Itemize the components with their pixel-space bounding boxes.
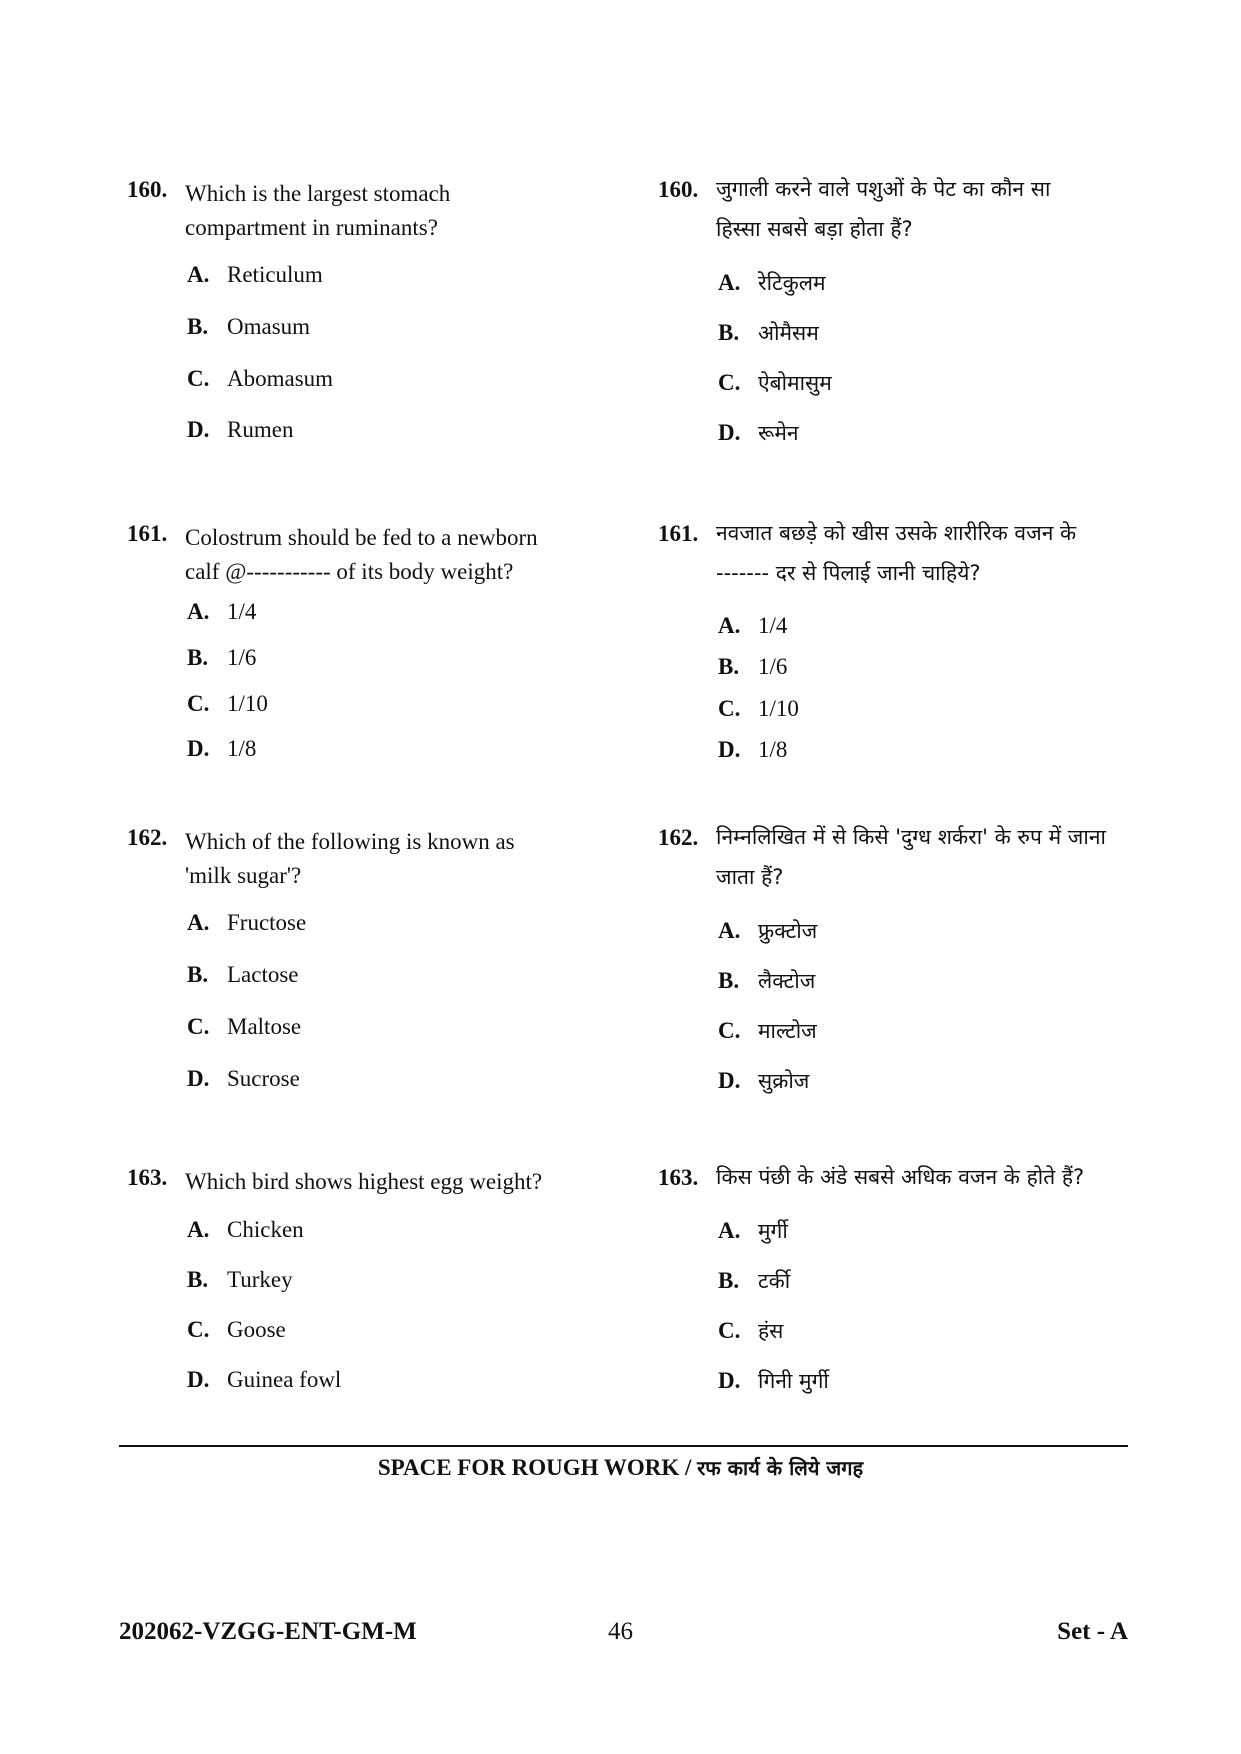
option-b: B. Lactose — [187, 962, 299, 987]
option-b: B. टर्की — [718, 1268, 791, 1293]
question-text: Which bird shows highest egg weight? — [185, 1169, 543, 1194]
option-d: D. सुक्रोज — [718, 1068, 810, 1093]
option-d: D. गिनी मुर्गी — [718, 1368, 829, 1393]
option-a: A. 1/4 — [187, 599, 257, 624]
question-number: 161. — [127, 521, 168, 546]
option-c: C. माल्टोज — [718, 1018, 817, 1043]
option-d: D. Guinea fowl — [187, 1367, 342, 1392]
option-a: A. Reticulum — [187, 262, 323, 287]
question-number: 160. — [127, 177, 168, 202]
question-text: Which of the following is known as 'milk sugar'? — [185, 829, 515, 888]
option-b: B. 1/6 — [718, 654, 788, 679]
option-c: C. 1/10 — [187, 691, 268, 716]
option-c: C. हंस — [718, 1318, 784, 1343]
option-b: B. Turkey — [187, 1267, 293, 1292]
question-text: किस पंछी के अंडे सबसे अधिक वजन के होते हैं? — [716, 1165, 1085, 1189]
option-a: A. Fructose — [187, 910, 307, 935]
option-c: C. Maltose — [187, 1014, 302, 1039]
question-number: 162. — [127, 825, 168, 850]
option-b: B. लैक्टोज — [718, 968, 816, 993]
option-b: B. Omasum — [187, 314, 311, 339]
option-d: D. Sucrose — [187, 1066, 300, 1091]
option-c: C. 1/10 — [718, 696, 799, 721]
option-b: B. 1/6 — [187, 645, 257, 670]
question-number: 162. — [658, 825, 699, 850]
set-label: Set - A — [1057, 1618, 1128, 1645]
option-a: A. 1/4 — [718, 613, 788, 638]
option-d: D. रूमेन — [718, 420, 799, 445]
rough-work-heading: SPACE FOR ROUGH WORK / रफ कार्य के लिये जगह — [377, 1455, 864, 1480]
question-number: 163. — [658, 1165, 699, 1190]
option-c: C. Goose — [187, 1317, 286, 1342]
question-number: 163. — [127, 1165, 168, 1190]
question-text: नवजात बछड़े को खीस उसके शारीरिक वजन के ------- दर से पिलाई जानी चाहिये? — [716, 521, 1077, 585]
question-text: Colostrum should be fed to a newborn calf @----------- of its body weight? — [185, 525, 538, 584]
question-text: निम्नलिखित में से किसे 'दुग्ध शर्करा' के रुप में जाना जाता हैं? — [716, 825, 1106, 889]
option-a: A. फ्रुक्टोज — [718, 918, 818, 943]
option-a: A. मुर्गी — [718, 1218, 788, 1243]
option-c: C. ऐबोमासुम — [718, 370, 832, 395]
page-number: 46 — [608, 1618, 633, 1645]
option-d: D. 1/8 — [187, 736, 257, 761]
option-b: B. ओमैसम — [718, 320, 819, 345]
question-text: जुगाली करने वाले पशुओं के पेट का कौन सा हिस्सा सबसे बड़ा होता हैं? — [716, 177, 1051, 241]
option-c: C. Abomasum — [187, 366, 334, 391]
option-a: A. Chicken — [187, 1217, 304, 1242]
option-d: D. Rumen — [187, 417, 294, 442]
footer-code: 202062-VZGG-ENT-GM-M — [119, 1618, 417, 1645]
question-number: 160. — [658, 177, 699, 202]
option-d: D. 1/8 — [718, 737, 788, 762]
question-number: 161. — [658, 521, 699, 546]
divider-line — [119, 1445, 1128, 1447]
option-a: A. रेटिकुलम — [718, 270, 826, 295]
question-text: Which is the largest stomach compartment in ruminants? — [185, 181, 451, 240]
